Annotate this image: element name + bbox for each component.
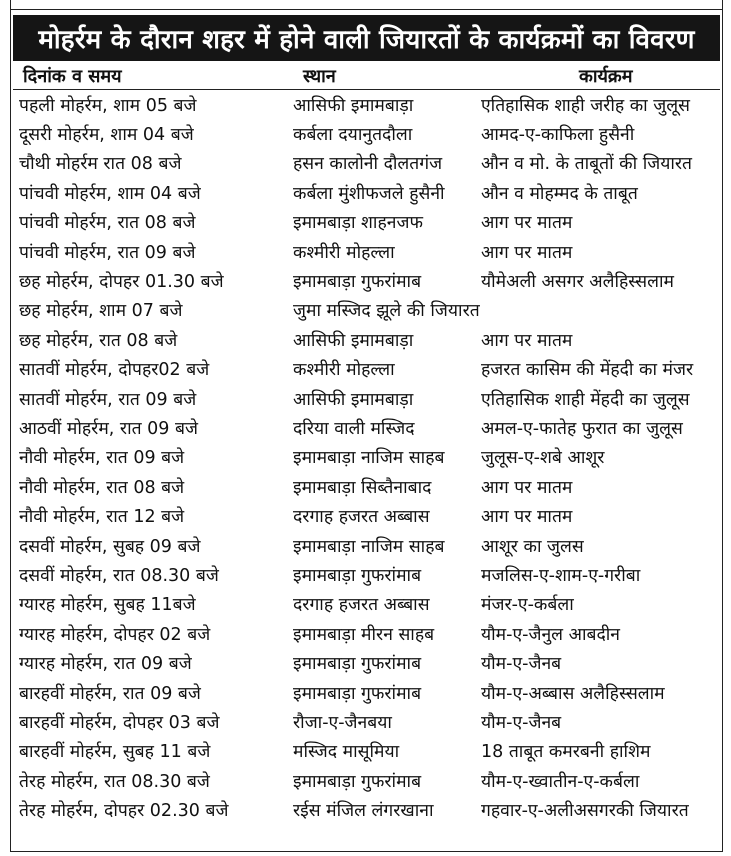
- cell-program: अमल-ए-फातेह फुरात का जुलूस: [481, 418, 683, 439]
- table-row: [13, 707, 720, 736]
- cell-place: आसिफी इमामबाड़ा: [293, 389, 414, 410]
- cell-date-time: छह मोहर्रम, रात 08 बजे: [19, 330, 178, 351]
- table-row: [13, 737, 720, 766]
- cell-date-time: ग्यारह मोहर्रम, सुबह 11बजे: [19, 595, 196, 616]
- table-row: [13, 413, 720, 442]
- cell-program: आग पर मातम: [481, 330, 573, 351]
- table-row: [13, 443, 720, 472]
- cell-date-time: बारहवीं मोहर्रम, दोपहर 03 बजे: [19, 712, 220, 733]
- cell-place: इमामबाड़ा शाहनजफ: [293, 213, 423, 234]
- table-header: [13, 62, 720, 90]
- table-row: [13, 795, 720, 824]
- cell-place: दरगाह हजरत अब्बास: [293, 595, 430, 616]
- table-row: [13, 384, 720, 413]
- page-title: मोहर्रम के दौरान शहर में होने वाली जियारतों के कार्यक्रमों का विवरण: [13, 15, 720, 61]
- cell-program: यौम-ए-ख्वातीन-ए-कर्बला: [481, 771, 640, 792]
- cell-date-time: छह मोहर्रम, दोपहर 01.30 बजे: [19, 272, 224, 293]
- cell-program: आग पर मातम: [481, 242, 573, 263]
- cell-date-time: सातवीं मोहर्रम, दोपहर02 बजे: [19, 360, 210, 381]
- table-row: [13, 237, 720, 266]
- cell-program: यौम-ए-जैनब: [481, 712, 562, 733]
- cell-date-time: पांचवी मोहर्रम, रात 08 बजे: [19, 213, 196, 234]
- table-row: [13, 325, 720, 354]
- cell-date-time: ग्यारह मोहर्रम, दोपहर 02 बजे: [19, 624, 211, 645]
- cell-program: मंजर-ए-कर्बला: [481, 595, 574, 616]
- cell-date-time: ग्यारह मोहर्रम, रात 09 बजे: [19, 654, 192, 675]
- cell-place: कश्मीरी मोहल्ला: [293, 360, 395, 381]
- cell-date-time: दसवीं मोहर्रम, रात 08.30 बजे: [19, 565, 219, 586]
- table-row: [13, 208, 720, 237]
- table-row: [13, 178, 720, 207]
- cell-program: यौम-ए-अब्बास अलैहिस्सलाम: [481, 683, 665, 704]
- cell-place: आसिफी इमामबाड़ा: [293, 330, 414, 351]
- cell-date-time: आठवीं मोहर्रम, रात 09 बजे: [19, 418, 198, 439]
- schedule-table: [13, 62, 720, 825]
- cell-place: रईस मंजिल लंगरखाना: [293, 801, 434, 822]
- cell-place: इमामबाड़ा गुफरांमाब: [293, 654, 422, 675]
- cell-program: मजलिस-ए-शाम-ए-गरीबा: [481, 565, 641, 586]
- cell-place: इमामबाड़ा गुफरांमाब: [293, 272, 422, 293]
- cell-place: इमामबाड़ा सिब्तैनाबाद: [293, 477, 432, 498]
- cell-place: आसिफी इमामबाड़ा: [293, 95, 414, 116]
- cell-program: एतिहासिक शाही जरीह का जुलूस: [481, 95, 690, 116]
- table-row: [13, 90, 720, 119]
- table-row: [13, 648, 720, 677]
- table-body: [13, 90, 720, 825]
- cell-place: इमामबाड़ा गुफरांमाब: [293, 771, 422, 792]
- table-row: [13, 355, 720, 384]
- cell-place: इमामबाड़ा नाजिम साहब: [293, 448, 445, 469]
- table-row: [13, 531, 720, 560]
- cell-program: हजरत कासिम की मेंहदी का मंजर: [481, 360, 694, 381]
- cell-date-time: पांचवी मोहर्रम, रात 09 बजे: [19, 242, 196, 263]
- table-row: [13, 296, 720, 325]
- cell-date-time: तेरह मोहर्रम, रात 08.30 बजे: [19, 771, 210, 792]
- table-row: [13, 472, 720, 501]
- column-header-place: स्थान: [303, 65, 336, 87]
- cell-date-time: नौवी मोहर्रम, रात 09 बजे: [19, 448, 185, 469]
- cell-place: रौजा-ए-जैनबया: [293, 712, 392, 733]
- cell-place: इमामबाड़ा गुफरांमाब: [293, 683, 422, 704]
- cell-program: यौम-ए-जैनब: [481, 654, 562, 675]
- cell-program: यौमेअली असगर अलैहिस्सलाम: [481, 272, 674, 293]
- column-header-program: कार्यक्रम: [579, 65, 633, 87]
- cell-place: इमामबाड़ा मीरन साहब: [293, 624, 435, 645]
- cell-place: दरगाह हजरत अब्बास: [293, 507, 430, 528]
- table-row: [13, 266, 720, 295]
- cell-date-time: तेरह मोहर्रम, दोपहर 02.30 बजे: [19, 801, 229, 822]
- cell-program: आग पर मातम: [481, 507, 573, 528]
- cell-date-time: बारहवीं मोहर्रम, रात 09 बजे: [19, 683, 201, 704]
- table-row: [13, 501, 720, 530]
- cell-program: यौम-ए-जैनुल आबदीन: [481, 624, 620, 645]
- table-row: [13, 619, 720, 648]
- table-row: [13, 560, 720, 589]
- cell-date-time: दसवीं मोहर्रम, सुबह 09 बजे: [19, 536, 201, 557]
- cell-program: 18 ताबूत कमरबनी हाशिम: [481, 742, 651, 763]
- cell-date-time: छह मोहर्रम, शाम 07 बजे: [19, 301, 183, 322]
- column-header-date-time: दिनांक व समय: [23, 65, 122, 87]
- cell-date-time: पहली मोहर्रम, शाम 05 बजे: [19, 95, 197, 116]
- cell-program: औन व मो. के ताबूतों की जियारत: [481, 154, 693, 175]
- cell-place: कश्मीरी मोहल्ला: [293, 242, 395, 263]
- cell-program: गहवार-ए-अलीअसगरकी जियारत: [481, 801, 689, 822]
- cell-program: आमद-ए-काफिला हुसैनी: [481, 125, 635, 146]
- table-row: [13, 678, 720, 707]
- cell-date-time: चौथी मोहर्रम रात 08 बजे: [19, 154, 182, 175]
- cell-date-time: नौवी मोहर्रम, रात 08 बजे: [19, 477, 185, 498]
- cell-place: इमामबाड़ा गुफरांमाब: [293, 565, 422, 586]
- cell-program: औन व मोहम्मद के ताबूत: [481, 183, 638, 204]
- cell-place: कर्बला मुंशीफजले हुसैनी: [293, 183, 445, 204]
- table-row: [13, 149, 720, 178]
- cell-program: आग पर मातम: [481, 213, 573, 234]
- cell-date-time: बारहवीं मोहर्रम, सुबह 11 बजे: [19, 742, 211, 763]
- cell-place: कर्बला दयानुतदौला: [293, 125, 413, 146]
- table-row: [13, 766, 720, 795]
- cell-program: आग पर मातम: [481, 477, 573, 498]
- cell-place: जुमा मस्जिद झूले की जियारत: [293, 301, 480, 322]
- cell-date-time: सातवीं मोहर्रम, रात 09 बजे: [19, 389, 197, 410]
- cell-program: जुलूस-ए-शबे आशूर: [481, 448, 605, 469]
- cell-program: आशूर का जुलस: [481, 536, 584, 557]
- cell-place: हसन कालोनी दौलतगंज: [293, 154, 443, 175]
- table-row: [13, 119, 720, 148]
- cell-program: एतिहासिक शाही मेंहदी का जुलूस: [481, 389, 690, 410]
- cell-place: दरिया वाली मस्जिद: [293, 418, 415, 439]
- cell-place: मस्जिद मासूमिया: [293, 742, 400, 763]
- cell-date-time: दूसरी मोहर्रम, शाम 04 बजे: [19, 125, 194, 146]
- cell-place: इमामबाड़ा नाजिम साहब: [293, 536, 445, 557]
- table-row: [13, 590, 720, 619]
- cell-date-time: नौवी मोहर्रम, रात 12 बजे: [19, 507, 185, 528]
- cell-date-time: पांचवी मोहर्रम, शाम 04 बजे: [19, 183, 201, 204]
